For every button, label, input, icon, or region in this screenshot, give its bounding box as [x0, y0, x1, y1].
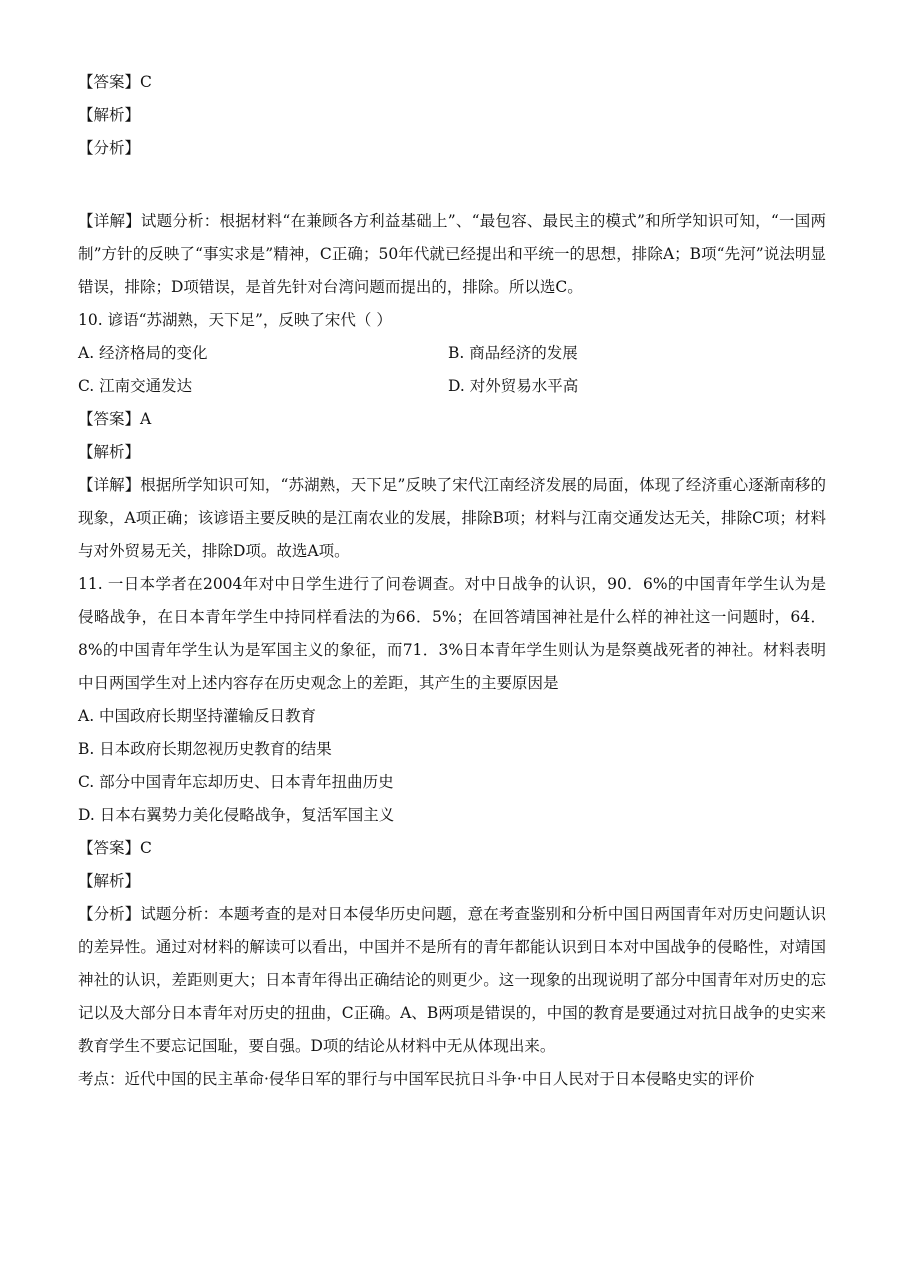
analysis-label: 【解析】 — [78, 872, 141, 890]
answer-label: 【答案】A — [78, 410, 152, 428]
answer-label: 【答案】C — [78, 839, 152, 857]
fenxi-label: 【分析】 — [78, 139, 141, 157]
detail-paragraph: 【详解】根据所学知识可知，“苏湖熟，天下足”反映了宋代江南经济发展的局面，体现了经济重心逐渐南移的现象，A项正确；该谚语主要反映的是江南农业的发展，排除B项；材料与江南交通发达无关，排除C项；材料与对外贸易无关，排除D项。故选A项。 — [78, 476, 826, 560]
option-a: A. 中国政府长期坚持灌输反日教育 — [78, 707, 317, 725]
question-10-stem: 10. 谚语“苏湖熟，天下足”，反映了宋代（ ） — [78, 311, 392, 329]
detail-paragraph: 【详解】试题分析：根据材料“在兼顾各方利益基础上”、“最包容、最民主的模式”和所学知识可知，“一国两制”方针的反映了“事实求是”精神，C正确；50年代就已经提出和平统一的思想，排除A；B项“先河”说法明显错误，排除；D项错误，是首先针对台湾问题而提出的，排除。所以选C。 — [78, 212, 826, 296]
option-b: B. 商品经济的发展 — [448, 344, 578, 362]
option-d: D. 日本右翼势力美化侵略战争，复活军国主义 — [78, 806, 395, 824]
answer-label: 【答案】C — [78, 73, 152, 91]
question-10-options-row-2 — [78, 370, 826, 403]
document-page — [78, 66, 826, 1096]
option-a: A. 经济格局的变化 — [78, 344, 208, 362]
option-b: B. 日本政府长期忽视历史教育的结果 — [78, 740, 332, 758]
spacer — [78, 165, 826, 205]
analysis-label: 【解析】 — [78, 106, 141, 124]
option-d: D. 对外贸易水平高 — [448, 377, 579, 395]
kaodian-line: 考点：近代中国的民主革命·侵华日军的罪行与中国军民抗日斗争·中日人民对于日本侵略史实的评价 — [78, 1070, 755, 1088]
analysis-label: 【解析】 — [78, 443, 141, 461]
question-11-stem: 11. 一日本学者在2004年对中日学生进行了问卷调查。对中日战争的认识，90．6%的中国青年学生认为是侵略战争，在日本青年学生中持同样看法的为66．5%；在回答靖国神社是什么样的神社这一问题时，64．8%的中国青年学生认为是军国主义的象征，而71．3%日本青年学生则认为是祭奠战死者的神社。材料表明中日两国学生对上述内容存在历史观念上的差距，其产生的主要原因是 — [78, 575, 826, 692]
fenxi-paragraph: 【分析】试题分析：本题考查的是对日本侵华历史问题，意在考查鉴别和分析中国日两国青年对历史问题认识的差异性。通过对材料的解读可以看出，中国并不是所有的青年都能认识到日本对中国战争的侵略性，对靖国神社的认识，差距则更大；日本青年得出正确结论的则更少。这一现象的出现说明了部分中国青年对历史的忘记以及大部分日本青年对历史的扭曲，C正确。A、B两项是错误的，中国的教育是要通过对抗日战争的史实来教育学生不要忘记国耻，要自强。D项的结论从材料中无从体现出来。 — [78, 905, 826, 1055]
option-c: C. 部分中国青年忘却历史、日本青年扭曲历史 — [78, 773, 394, 791]
question-10-options-row-1 — [78, 337, 826, 370]
option-c: C. 江南交通发达 — [78, 377, 193, 395]
